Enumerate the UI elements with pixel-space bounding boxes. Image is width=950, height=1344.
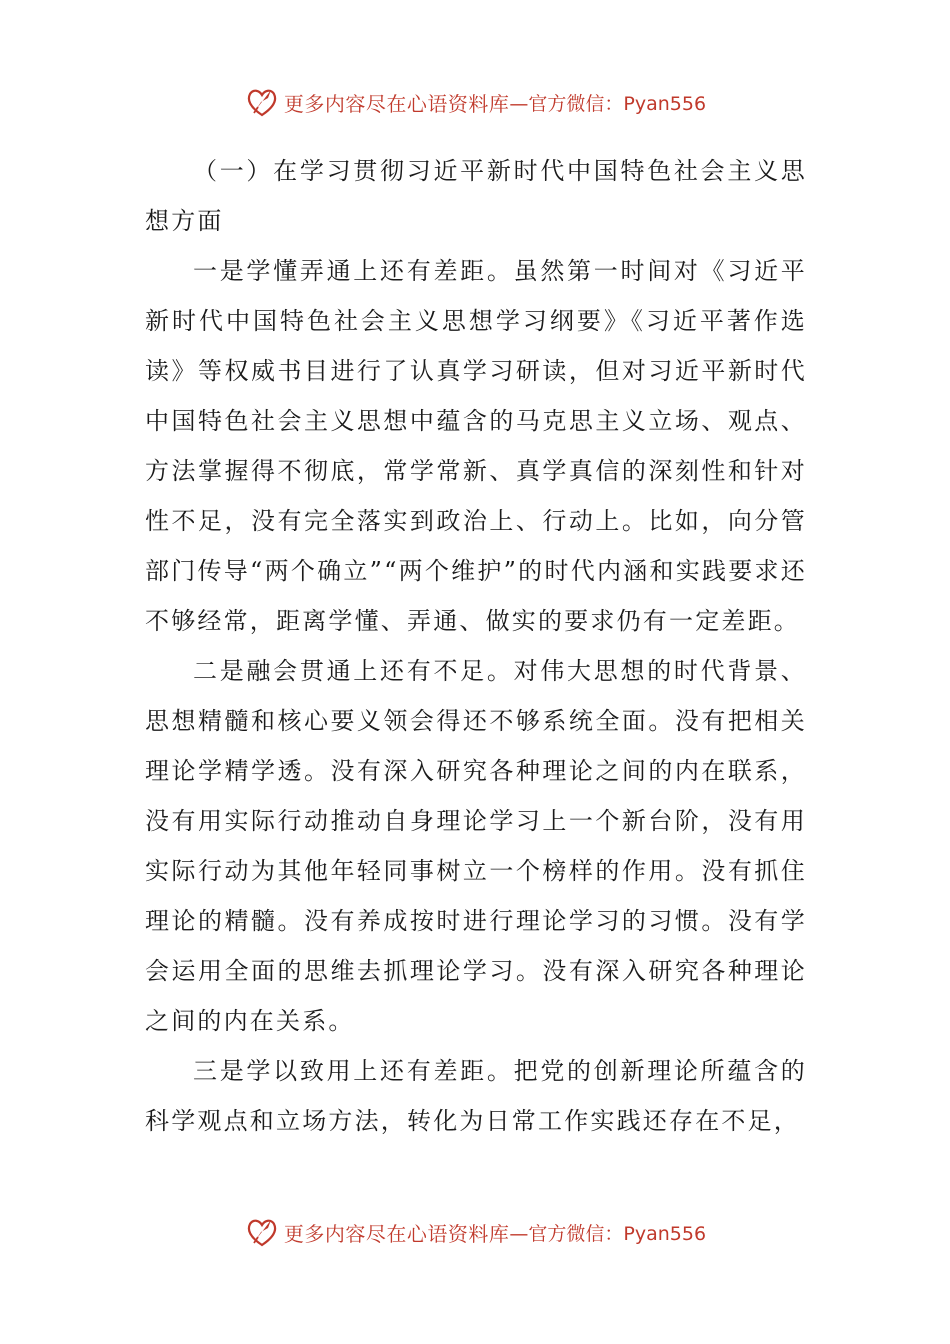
document-body <box>145 146 807 1146</box>
paragraph-1: 一是学懂弄通上还有差距。虽然第一时间对《习近平新时代中国特色社会主义思想学习纲要》《习近平著作选读》等权威书目进行了认真学习研读，但对习近平新时代中国特色社会主义思想中蕴含的马克思主义立场、观点、方法掌握得不彻底，常学常新、真学真信的深刻性和针对性不足，没有完全落实到政治上、行动上。比如，向分管部门传导“两个确立”“两个维护”的时代内涵和实践要求还不够经常，距离学懂、弄通、做实的要求仍有一定差距。 <box>145 257 807 635</box>
watermark-sub-text: —官方微信：Pyan556 <box>509 1222 707 1245</box>
paragraph-3: 三是学以致用上还有差距。把党的创新理论所蕴含的科学观点和立场方法，转化为日常工作实践还存在不足， <box>145 1057 807 1135</box>
quill-heart-logo-icon <box>244 84 280 120</box>
quill-heart-logo-icon <box>244 1214 280 1250</box>
section-heading: （一）在学习贯彻习近平新时代中国特色社会主义思想方面 <box>145 157 807 235</box>
watermark-main-text: 更多内容尽在心语资料库 <box>283 1221 510 1246</box>
watermark-main-text: 更多内容尽在心语资料库 <box>283 91 510 116</box>
header-watermark <box>0 82 950 122</box>
footer-watermark <box>0 1212 950 1252</box>
watermark-sub-text: —官方微信：Pyan556 <box>509 92 707 115</box>
paragraph-2: 二是融会贯通上还有不足。对伟大思想的时代背景、思想精髓和核心要义领会得还不够系统全面。没有把相关理论学精学透。没有深入研究各种理论之间的内在联系，没有用实际行动推动自身理论学习上一个新台阶，没有用实际行动为其他年轻同事树立一个榜样的作用。没有抓住理论的精髓。没有养成按时进行理论学习的习惯。没有学会运用全面的思维去抓理论学习。没有深入研究各种理论之间的内在关系。 <box>145 657 807 1035</box>
